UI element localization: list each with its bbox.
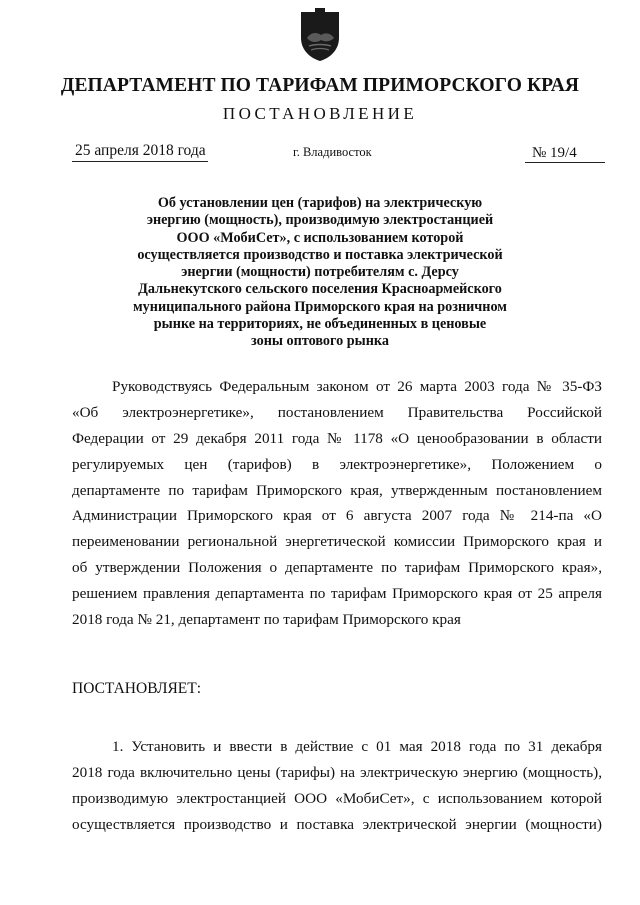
clause-1-paragraph bbox=[72, 734, 602, 838]
paragraph-line: регулируемых цен (тарифов) в электроэнергетике», Положением о bbox=[72, 455, 602, 473]
document-type: ПОСТАНОВЛЕНИЕ bbox=[222, 104, 418, 123]
paragraph-line: решением правления департамента по тарифам Приморского края от 25 апреля bbox=[72, 585, 602, 603]
paragraph-line: 1. Установить и ввести в действие с 01 мая 2018 года по 31 декабря bbox=[112, 738, 602, 755]
paragraph-line: 2018 года включительно цены (тарифы) на электрическую энергию (мощность), bbox=[72, 763, 602, 781]
heading-line: муниципального района Приморского края на розничном bbox=[133, 298, 507, 315]
coat-of-arms-icon bbox=[297, 8, 343, 62]
resolves-heading: ПОСТАНОВЛЯЕТ: bbox=[72, 680, 202, 697]
heading-line: энергии (мощности) потребителям с. Дерсу bbox=[181, 264, 459, 281]
heading-line: ООО «МобиСет», с использованием которой bbox=[176, 229, 464, 246]
document-date: 25 апреля 2018 года bbox=[75, 142, 206, 159]
paragraph-line: переименовании региональной энергетической комиссии Приморского края и bbox=[72, 533, 602, 551]
heading-line: рынке на территориях, не объединенных в ценовые bbox=[153, 316, 487, 333]
paragraph-line: 2018 года № 21, департамент по тарифам Приморского края bbox=[72, 611, 461, 629]
department-title: ДЕПАРТАМЕНТ ПО ТАРИФАМ ПРИМОРСКОГО КРАЯ bbox=[60, 75, 580, 96]
number-underline bbox=[525, 162, 605, 163]
date-underline bbox=[72, 161, 208, 162]
paragraph-line: об утверждении Положения о департаменте по тарифам Приморского края», bbox=[72, 559, 602, 577]
heading-line: Дальнекутского сельского поселения Красноармейского bbox=[138, 281, 502, 298]
paragraph-line: Администрации Приморского края от 6 августа 2007 года № 214-па «О bbox=[72, 507, 602, 525]
paragraph-line: департаменте по тарифам Приморского края, утвержденным постановлением bbox=[72, 481, 602, 499]
paragraph-line: «Об электроэнергетике», постановлением Правительства Российской bbox=[72, 403, 602, 421]
preamble-paragraph bbox=[72, 374, 602, 633]
document-city: г. Владивосток bbox=[293, 145, 372, 159]
heading-line: зоны оптового рынка bbox=[251, 333, 389, 350]
paragraph-line: Федерации от 29 декабря 2011 года № 1178 «О ценообразовании в области bbox=[72, 429, 602, 447]
heading-line: осуществляется производство и поставка электрической bbox=[137, 246, 503, 263]
document-number: № 19/4 bbox=[532, 145, 577, 161]
heading-line: энергию (мощность), производимую электростанцией bbox=[146, 212, 494, 229]
document-heading bbox=[100, 195, 540, 351]
paragraph-line: осуществляется производство и поставка электрической энергии (мощности) bbox=[72, 815, 602, 833]
paragraph-line: Руководствуясь Федеральным законом от 26 марта 2003 года № 35-ФЗ bbox=[112, 378, 602, 395]
heading-line: Об установлении цен (тарифов) на электрическую bbox=[157, 195, 483, 211]
paragraph-line: производимую электростанцией ООО «МобиСет», с использованием которой bbox=[72, 789, 602, 807]
